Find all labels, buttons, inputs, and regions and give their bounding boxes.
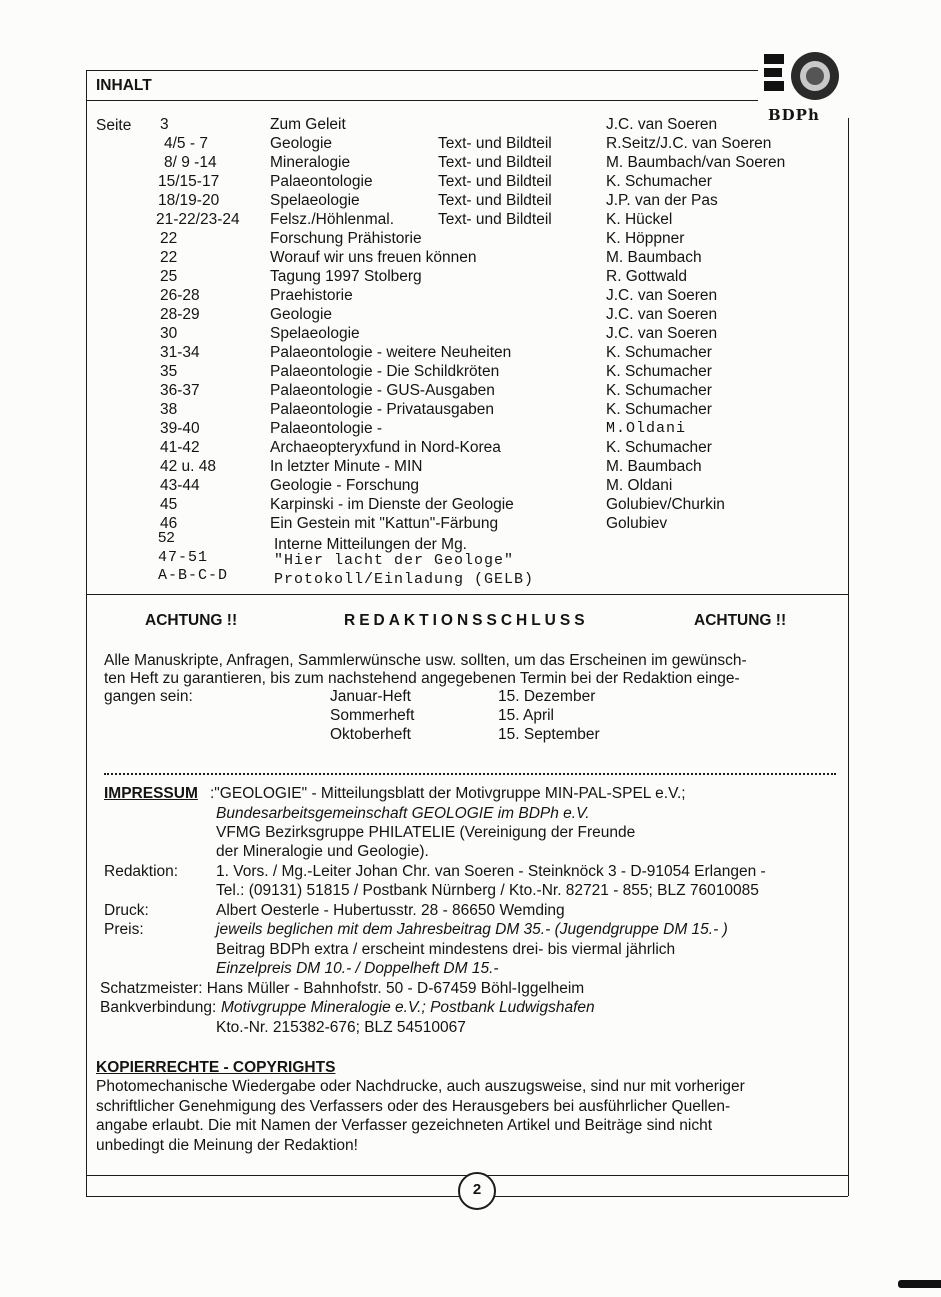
toc-page: 46 xyxy=(160,515,178,532)
redaktion-label: Redaktion: xyxy=(104,863,179,880)
deadline-date-1: 15. Dezember xyxy=(498,688,596,705)
toc-row xyxy=(0,249,860,268)
toc-author: K. Schumacher xyxy=(606,173,712,190)
toc-author: K. Hückel xyxy=(606,211,673,228)
toc-author: Golubiev/Churkin xyxy=(606,496,725,513)
page-number: 2 xyxy=(472,1181,482,1198)
achtung-right: ACHTUNG !! xyxy=(694,612,787,629)
toc-title: Archaeopteryxfund in Nord-Korea xyxy=(270,439,501,456)
toc-page: 35 xyxy=(160,363,178,380)
deadline-issue-1: Januar-Heft xyxy=(330,688,411,705)
toc-extra-page-52: 52 xyxy=(158,529,175,546)
impressum-line2: Bundesarbeitsgemeinschaft GEOLOGIE im BDPh e.V. xyxy=(216,805,590,822)
toc-row xyxy=(0,515,860,534)
toc-row xyxy=(0,477,860,496)
toc-title: Geologie xyxy=(270,135,333,152)
impressum-line3: VFMG Bezirksgruppe PHILATELIE (Vereinigung der Freunde xyxy=(216,824,636,841)
toc-page: 28-29 xyxy=(160,306,200,323)
toc-page: 21-22/23-24 xyxy=(156,211,240,228)
toc-author: K. Schumacher xyxy=(606,363,712,380)
toc-row xyxy=(0,325,860,344)
toc-page: 31-34 xyxy=(160,344,200,361)
impressum-line1: :"GEOLOGIE" - Mitteilungsblatt der Motivgruppe MIN-PAL-SPEL e.V.; xyxy=(210,785,686,802)
toc-title: Worauf wir uns freuen können xyxy=(270,249,477,266)
deadline-date-2: 15. April xyxy=(498,707,555,724)
bank-value: Motivgruppe Mineralogie e.V.; Postbank Ludwigshafen xyxy=(221,999,595,1016)
toc-page: 8/ 9 -14 xyxy=(164,154,217,171)
toc-row xyxy=(0,116,860,135)
toc-author: J.C. van Soeren xyxy=(606,287,718,304)
impressum-line4: der Mineralogie und Geologie). xyxy=(216,843,429,860)
toc-row xyxy=(0,268,860,287)
toc-author: M. Baumbach/van Soeren xyxy=(606,154,786,171)
toc-page: 25 xyxy=(160,268,178,285)
toc-title: Zum Geleit xyxy=(270,116,346,133)
toc-author: J.C. van Soeren xyxy=(606,325,718,342)
toc-page: 18/19-20 xyxy=(158,192,220,209)
deadline-date-3: 15. September xyxy=(498,726,600,743)
achtung-para-line3: gangen sein: xyxy=(104,688,193,705)
bank-line2: Kto.-Nr. 215382-676; BLZ 54510067 xyxy=(216,1019,466,1036)
toc-row xyxy=(0,154,860,173)
toc-row xyxy=(0,439,860,458)
preis-line1: jeweils beglichen mit dem Jahresbeitrag DM 35.- (Jugendgruppe DM 15.- ) xyxy=(216,921,728,938)
toc-author: M.Oldani xyxy=(606,420,687,437)
toc-row xyxy=(0,211,860,230)
toc-row xyxy=(0,401,860,420)
toc-author: K. Schumacher xyxy=(606,344,712,361)
toc-title: Palaeontologie - GUS-Ausgaben xyxy=(270,382,495,399)
toc-title: Karpinski - im Dienste der Geologie xyxy=(270,496,514,513)
toc-row xyxy=(0,173,860,192)
copyright-line4: unbedingt die Meinung der Redaktion! xyxy=(96,1137,358,1154)
toc-title: In letzter Minute - MIN xyxy=(270,458,423,475)
toc-title: Geologie - Forschung xyxy=(270,477,420,494)
seite-label: Seite xyxy=(96,117,132,134)
toc-type: Text- und Bildteil xyxy=(438,154,552,171)
toc-row xyxy=(0,382,860,401)
toc-extra-page-abcd: A-B-C-D xyxy=(158,567,229,584)
toc-type: Text- und Bildteil xyxy=(438,192,552,209)
deadline-issue-3: Oktoberheft xyxy=(330,726,411,743)
toc-title: Praehistorie xyxy=(270,287,353,304)
toc-title: Palaeontologie - Privatausgaben xyxy=(270,401,495,418)
toc-author: K. Höppner xyxy=(606,230,685,247)
toc-row xyxy=(0,192,860,211)
toc-row xyxy=(0,230,860,249)
page-number-circle xyxy=(458,1172,496,1210)
toc-page: 22 xyxy=(160,249,178,266)
copyright-line3: angabe erlaubt. Die mit Namen der Verfasser gezeichneten Artikel und Beiträge sind nicht xyxy=(96,1117,713,1134)
toc-title: Tagung 1997 Stolberg xyxy=(270,268,422,285)
toc-row xyxy=(0,287,860,306)
toc-bottom-divider xyxy=(86,594,848,595)
toc-row xyxy=(0,363,860,382)
impressum-label: IMPRESSUM xyxy=(104,785,198,802)
achtung-para-line2: ten Heft zu garantieren, bis zum nachstehend angegebenen Termin bei der Redaktion einge- xyxy=(104,670,740,687)
toc-author: M. Oldani xyxy=(606,477,673,494)
toc-author: M. Baumbach xyxy=(606,249,702,266)
toc-author: J.C. van Soeren xyxy=(606,116,718,133)
toc-type: Text- und Bildteil xyxy=(438,173,552,190)
toc-row xyxy=(0,344,860,363)
toc-title: Mineralogie xyxy=(270,154,351,171)
toc-row xyxy=(0,420,860,439)
toc-page: 4/5 - 7 xyxy=(164,135,208,152)
copyright-heading: KOPIERRECHTE - COPYRIGHTS xyxy=(96,1059,336,1076)
toc-author: R.Seitz/J.C. van Soeren xyxy=(606,135,772,152)
toc-author: J.P. van der Pas xyxy=(606,192,718,209)
redaktion-line1: 1. Vors. / Mg.-Leiter Johan Chr. van Soeren - Steinknöck 3 - D-91054 Erlangen - xyxy=(216,863,766,880)
frame-top xyxy=(86,70,758,71)
redaktion-line2: Tel.: (09131) 51815 / Postbank Nürnberg / Kto.-Nr. 82721 - 855; BLZ 76010085 xyxy=(216,882,759,899)
toc-title: Palaeontologie - Die Schildkröten xyxy=(270,363,500,380)
toc-author: R. Gottwald xyxy=(606,268,687,285)
toc-extra-title-protokoll: Protokoll/Einladung (GELB) xyxy=(274,571,535,588)
toc-page: 22 xyxy=(160,230,178,247)
toc-row xyxy=(0,458,860,477)
toc-page: 26-28 xyxy=(160,287,200,304)
toc-row xyxy=(0,306,860,325)
toc-title: Spelaeologie xyxy=(270,325,360,342)
toc-page: 3 xyxy=(160,116,169,133)
toc-author: K. Schumacher xyxy=(606,401,712,418)
toc-title: Geologie xyxy=(270,306,333,323)
achtung-left: ACHTUNG !! xyxy=(145,612,238,629)
toc-page: 41-42 xyxy=(160,439,200,456)
toc-type: Text- und Bildteil xyxy=(438,135,552,152)
toc-row xyxy=(0,135,860,154)
druck-label: Druck: xyxy=(104,902,149,919)
impressum-divider xyxy=(104,773,836,775)
bank-label: Bankverbindung: xyxy=(100,999,217,1016)
toc-title: Palaeontologie xyxy=(270,173,373,190)
toc-list xyxy=(0,116,941,536)
toc-extra-title-hier: "Hier lacht der Geologe" xyxy=(274,552,515,569)
toc-title: Felsz./Höhlenmal. xyxy=(270,211,395,228)
toc-author: K. Schumacher xyxy=(606,382,712,399)
toc-page: 42 u. 48 xyxy=(160,458,217,475)
toc-extra-title-interne: Interne Mitteilungen der Mg. xyxy=(274,536,467,553)
toc-type: Text- und Bildteil xyxy=(438,211,552,228)
toc-author: K. Schumacher xyxy=(606,439,712,456)
toc-page: 38 xyxy=(160,401,178,418)
toc-author: Golubiev xyxy=(606,515,668,532)
preis-line3: Einzelpreis DM 10.- / Doppelheft DM 15.- xyxy=(216,960,499,977)
toc-author: J.C. van Soeren xyxy=(606,306,718,323)
toc-title: Spelaeologie xyxy=(270,192,360,209)
redaktionsschluss-heading: REDAKTIONSSCHLUSS xyxy=(344,612,589,629)
schatzmeister-line: Schatzmeister: Hans Müller - Bahnhofstr. 50 - D-67459 Böhl-Iggelheim xyxy=(100,980,585,997)
logo-text: BDPh xyxy=(768,106,820,124)
toc-page: 30 xyxy=(160,325,178,342)
header-divider xyxy=(86,100,758,101)
toc-page: 39-40 xyxy=(160,420,200,437)
toc-title: Forschung Prähistorie xyxy=(270,230,422,247)
copyright-line2: schriftlicher Genehmigung des Verfassers oder des Herausgebers bei ausführlicher Quellen- xyxy=(96,1098,731,1115)
toc-extra-page-47: 47-51 xyxy=(158,549,209,566)
inhalt-heading: INHALT xyxy=(96,77,152,94)
toc-title: Ein Gestein mit "Kattun"-Färbung xyxy=(270,515,499,532)
toc-page: 45 xyxy=(160,496,178,513)
toc-title: Palaeontologie - xyxy=(270,420,383,437)
preis-line2: Beitrag BDPh extra / erscheint mindestens drei- bis viermal jährlich xyxy=(216,941,676,958)
toc-page: 15/15-17 xyxy=(158,173,220,190)
scan-artifact xyxy=(898,1280,941,1288)
toc-page: 36-37 xyxy=(160,382,200,399)
toc-title: Palaeontologie - weitere Neuheiten xyxy=(270,344,512,361)
toc-author: M. Baumbach xyxy=(606,458,702,475)
achtung-para-line1: Alle Manuskripte, Anfragen, Sammlerwünsche usw. sollten, um das Erscheinen im gewünsch- xyxy=(104,652,747,669)
druck-value: Albert Oesterle - Hubertusstr. 28 - 86650 Wemding xyxy=(216,902,565,919)
preis-label: Preis: xyxy=(104,921,144,938)
toc-row xyxy=(0,496,860,515)
copyright-line1: Photomechanische Wiedergabe oder Nachdrucke, auch auszugsweise, sind nur mit vorheriger xyxy=(96,1078,745,1095)
toc-page: 43-44 xyxy=(160,477,200,494)
deadline-issue-2: Sommerheft xyxy=(330,707,415,724)
